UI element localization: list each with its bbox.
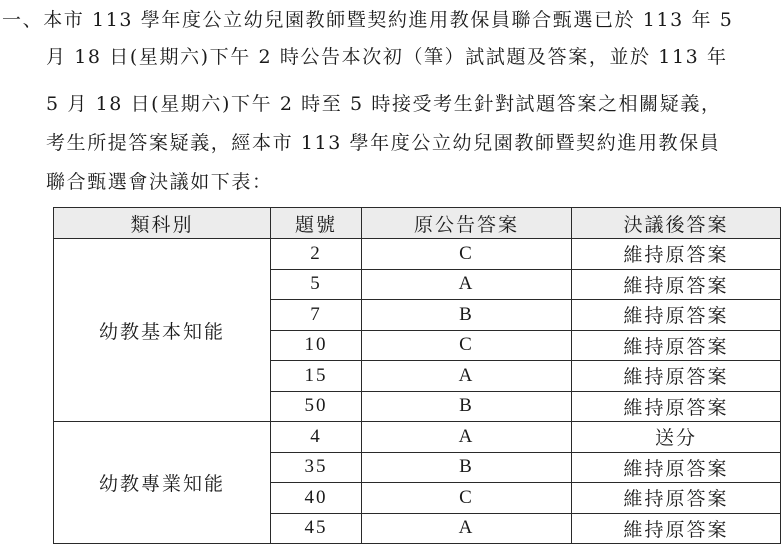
table-header-row: [54, 208, 781, 239]
paragraph-line-3: 5 月 18 日(星期六)下午 2 時至 5 時接受考生針對試題答案之相關疑義，: [46, 93, 722, 115]
appeal-resolution-table: [53, 207, 781, 544]
paragraph-line-5: 聯合甄選會決議如下表：: [46, 171, 273, 193]
original-answer-cell: C: [362, 330, 572, 361]
category-cell: 幼教專業知能: [54, 422, 271, 544]
question-number-cell: 4: [271, 422, 362, 453]
original-answer-cell: C: [362, 483, 572, 514]
header-category: 類科別: [54, 208, 271, 239]
header-original-answer: 原公告答案: [362, 208, 572, 239]
original-answer-cell: B: [362, 300, 572, 331]
question-number-cell: 35: [271, 452, 362, 483]
question-number-cell: 15: [271, 361, 362, 392]
original-answer-cell: A: [362, 422, 572, 453]
question-number-cell: 2: [271, 239, 362, 270]
question-number-cell: 45: [271, 513, 362, 544]
question-number-cell: 40: [271, 483, 362, 514]
original-answer-cell: A: [362, 269, 572, 300]
question-number-cell: 5: [271, 269, 362, 300]
original-answer-cell: B: [362, 391, 572, 422]
resolved-answer-cell: 維持原答案: [572, 483, 781, 514]
category-cell: 幼教基本知能: [54, 239, 271, 422]
resolved-answer-cell: 送分: [572, 422, 781, 453]
resolved-answer-cell: 維持原答案: [572, 239, 781, 270]
resolved-answer-cell: 維持原答案: [572, 452, 781, 483]
resolved-answer-cell: 維持原答案: [572, 361, 781, 392]
paragraph-line-2: 月 18 日(星期六)下午 2 時公告本次初（筆）試試題及答案，並於 113 年: [46, 46, 728, 68]
original-answer-cell: B: [362, 452, 572, 483]
resolved-answer-cell: 維持原答案: [572, 391, 781, 422]
header-question-number: 題號: [271, 208, 362, 239]
resolved-answer-cell: 維持原答案: [572, 300, 781, 331]
table-row: [54, 422, 781, 453]
question-number-cell: 7: [271, 300, 362, 331]
paragraph-line-4: 考生所提答案疑義，經本市 113 學年度公立幼兒園教師暨契約進用教保員: [46, 132, 721, 154]
resolved-answer-cell: 維持原答案: [572, 269, 781, 300]
question-number-cell: 50: [271, 391, 362, 422]
resolved-answer-cell: 維持原答案: [572, 513, 781, 544]
original-answer-cell: C: [362, 239, 572, 270]
question-number-cell: 10: [271, 330, 362, 361]
resolved-answer-cell: 維持原答案: [572, 330, 781, 361]
original-answer-cell: A: [362, 361, 572, 392]
header-resolved-answer: 決議後答案: [572, 208, 781, 239]
table-row: [54, 239, 781, 270]
original-answer-cell: A: [362, 513, 572, 544]
paragraph-line-1: 一、本市 113 學年度公立幼兒園教師暨契約進用教保員聯合甄選已於 113 年 5: [2, 9, 734, 31]
